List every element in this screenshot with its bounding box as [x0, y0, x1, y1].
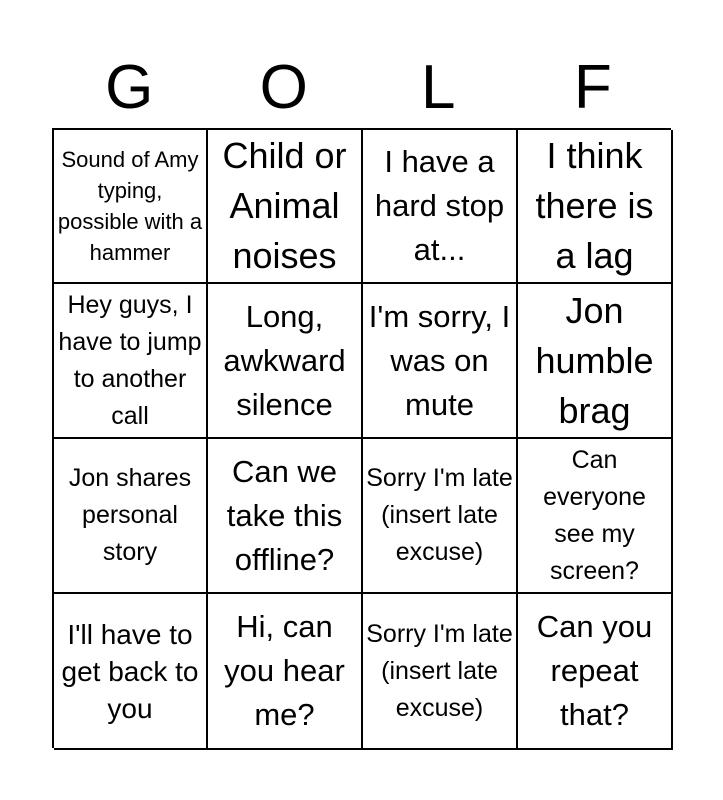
bingo-cell[interactable] — [54, 284, 208, 439]
header-letter-g: G — [105, 53, 154, 122]
cell-text: Can everyone see my screen? — [543, 445, 646, 585]
bingo-cell[interactable] — [208, 284, 363, 439]
bingo-cell[interactable] — [518, 594, 673, 750]
header-letter-o: O — [259, 53, 308, 122]
cell-text: Jon humble brag — [535, 289, 654, 431]
cell-text: Hey guys, I have to jump to another call — [58, 290, 202, 430]
cell-text: Can we take this offline? — [226, 453, 343, 577]
bingo-cell[interactable] — [363, 594, 518, 750]
cell-text: I'll have to get back to you — [61, 618, 199, 724]
bingo-cell[interactable] — [54, 439, 208, 594]
cell-text: Sorry I'm late (insert late excuse) — [366, 619, 513, 722]
bingo-cell[interactable] — [518, 439, 673, 594]
bingo-cell[interactable] — [518, 130, 673, 284]
cell-text: Hi, can you hear me? — [224, 609, 345, 732]
cell-text: Sound of Amy typing, possible with a hammer — [57, 147, 203, 265]
bingo-cell[interactable] — [363, 284, 518, 439]
bingo-cell[interactable] — [363, 439, 518, 594]
bingo-cell[interactable] — [208, 439, 363, 594]
cell-text: Sorry I'm late (insert late excuse) — [366, 464, 513, 566]
cell-text: Jon shares personal story — [68, 464, 192, 566]
bingo-board — [52, 128, 671, 748]
cell-text: I'm sorry, I was on mute — [368, 298, 511, 422]
header-letter-l: L — [421, 53, 456, 122]
bingo-cell[interactable] — [208, 594, 363, 750]
header-letter-f: F — [573, 53, 612, 122]
bingo-header — [52, 48, 670, 128]
cell-text: Can you repeat that? — [536, 609, 653, 732]
cell-text: I have a hard stop at... — [374, 144, 505, 267]
bingo-cell[interactable] — [208, 130, 363, 284]
bingo-cell[interactable] — [54, 130, 208, 284]
cell-text: Child or Animal noises — [222, 135, 347, 276]
bingo-cell[interactable] — [518, 284, 673, 439]
bingo-cell[interactable] — [363, 130, 518, 284]
bingo-cell[interactable] — [54, 594, 208, 750]
cell-text: I think there is a lag — [535, 135, 654, 276]
cell-text: Long, awkward silence — [223, 298, 346, 422]
